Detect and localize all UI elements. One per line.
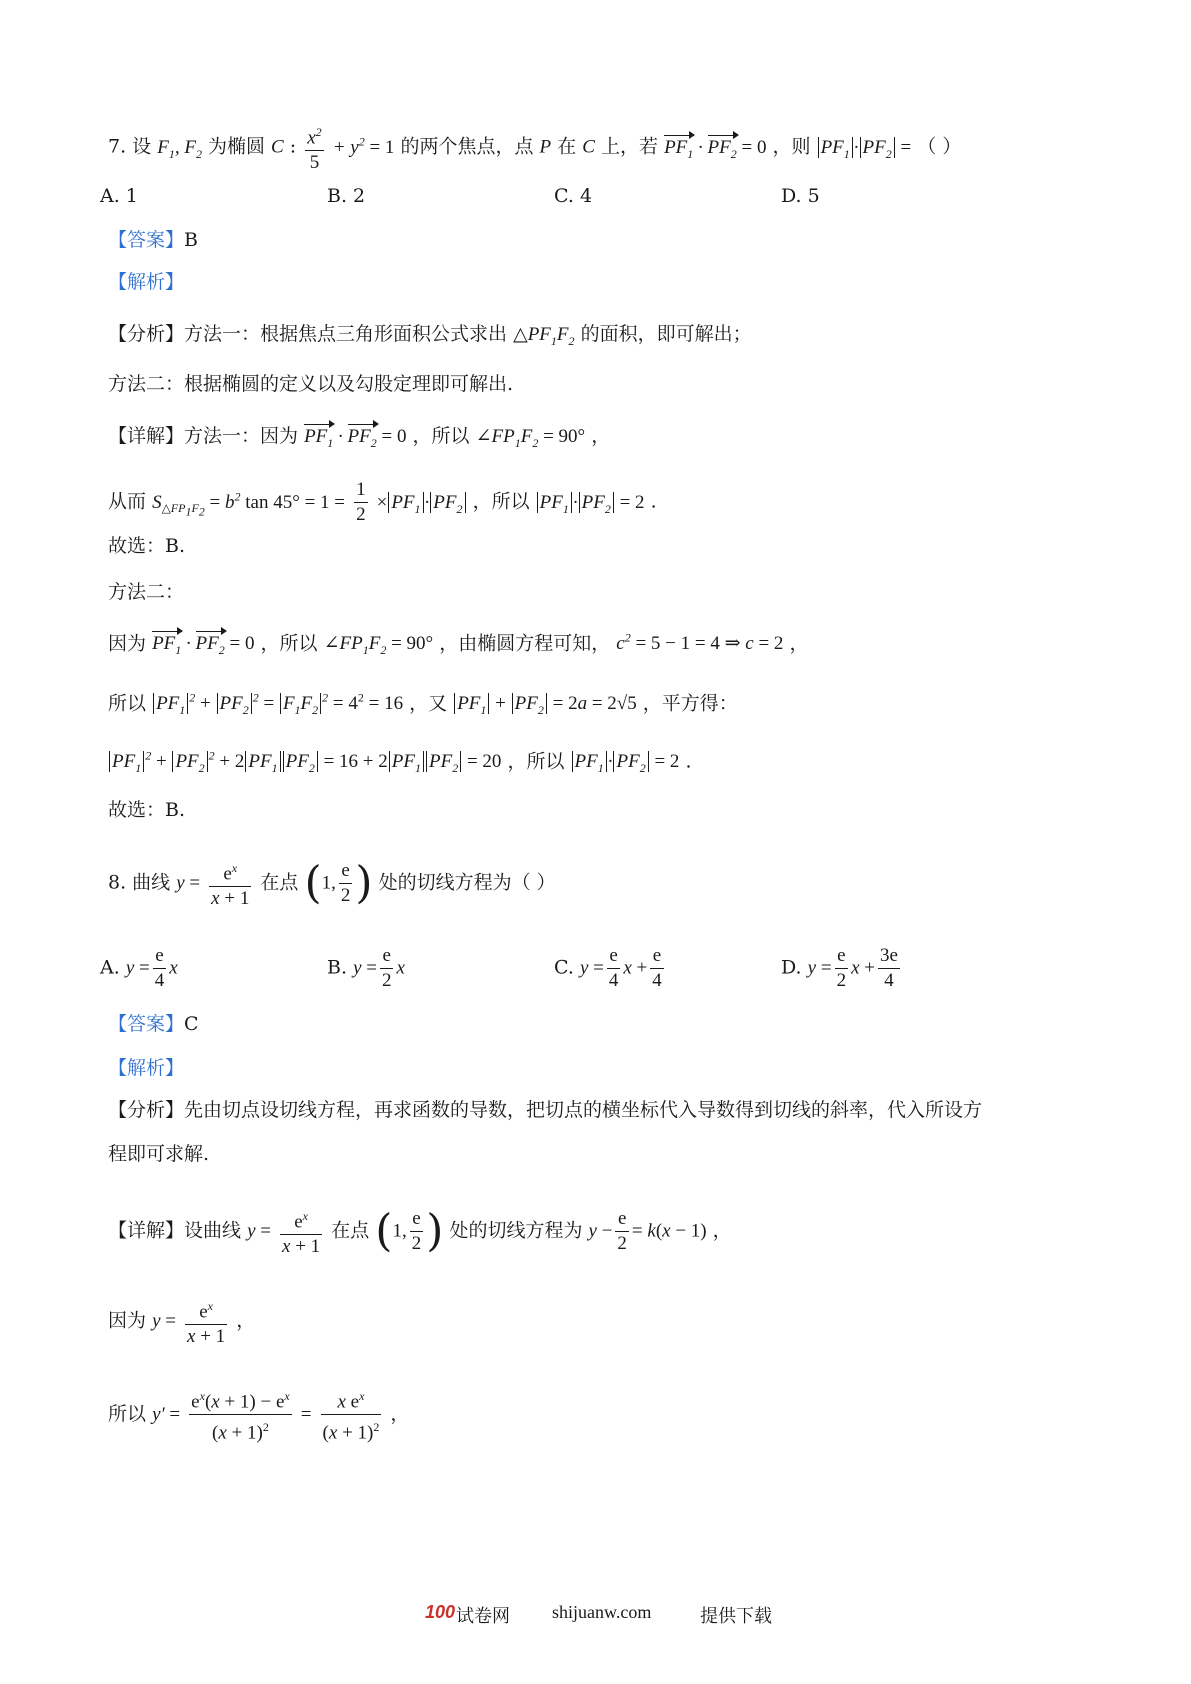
q7-choose-1: 故选：B. bbox=[108, 535, 186, 557]
q7-option-b: B. 2 bbox=[327, 185, 366, 207]
q8-option-c: C. y = $\frac{e}{4}$ x + $\frac{e}{4}$ bbox=[554, 945, 662, 991]
q8-stem: 8. 曲线 y = $\frac{e^x}{x + 1}$ 在点 (1, $\frac{e}{2}$ ) 处的切线方程为（ ） bbox=[108, 857, 556, 910]
q7-option-d: D. 5 bbox=[781, 185, 820, 207]
q7-fenxi-2: 方法二：根据椭圆的定义以及勾股定理即可解出. bbox=[108, 373, 514, 395]
q8-detail-3: 所以 y′ = $\frac{e^x(x + 1) - e^x}{(x + 1)^2}$ = $\frac{x e^x}{(x + 1)^2}$ ， bbox=[108, 1384, 409, 1446]
q7-detail-2: 从而 $S_{\triangle FP_1F_2} = b^2$ tan 45° = 1 = $\frac{1}{2}$ × $PF_1 \cdot PF_2$ ，所以 $PF_1 \cdot PF_2 = 2$ . bbox=[108, 479, 657, 525]
q8-option-d: D. y = $\frac{e}{2}$ x + $\frac{3e}{4}$ bbox=[781, 945, 898, 991]
footer-download-text: 提供下载 bbox=[700, 1606, 772, 1627]
q7-stem: 7. 设 $F_1$, $F_2$ 为椭圆 C : $\frac{x^2}{5}$ + $y^2 = 1$ 的两个焦点，点 P 在 C 上，若 $PF_1 \cdot PF_2 = 0$ ，则 $PF_1 \cdot PF_2$ = （ ） bbox=[108, 120, 961, 175]
q8-option-a: A. y = $\frac{e}{4}$ x bbox=[100, 945, 178, 991]
q8-detail-2: 因为 y = $\frac{e^x}{x + 1}$ ， bbox=[108, 1294, 255, 1349]
q7-fenxi-1: 【分析】方法一：根据焦点三角形面积公式求出 $\triangle PF_1F_2$ 的面积，即可解出； bbox=[108, 323, 752, 348]
q7-answer: 【答案】B bbox=[108, 229, 198, 251]
q7-detail-4: 所以 $PF_1^2 + PF_2^2 = F_1F_2^2 = 4^2 = 16$ ，又 $PF_1 + PF_2 = 2a = 2√5$ ，平方得： bbox=[108, 691, 738, 718]
site-logo: 100 bbox=[425, 1602, 456, 1622]
q7-detail-5: $PF_1^2 + PF_2^2 + 2$ $PF_1$ $PF_2 = 16 + 2$ $PF_1$ $PF_2 = 20$ ，所以 $PF_1 \cdot PF_2 = 2$ . bbox=[108, 742, 692, 782]
footer-site[interactable]: shijuanw.com bbox=[552, 1602, 652, 1622]
q7-option-c: C. 4 bbox=[554, 185, 593, 207]
q7-option-a: A. 1 bbox=[100, 185, 138, 207]
q7-detail-3: 因为 $PF_1 \cdot PF_2 = 0$ ，所以 $\angle FP_1F_2 = 90^\circ$ ，由椭圆方程可知， $c^2 = 5 - 1 = 4$ ⇒ c = 2 ， bbox=[108, 624, 809, 664]
footer-brand: 试卷网 bbox=[456, 1606, 510, 1627]
q8-fenxi-1: 【分析】先由切点设切线方程，再求函数的导数，把切点的横坐标代入导数得到切线的斜率，代入所设方 bbox=[108, 1099, 983, 1121]
q7-jiexi-tag: 【解析】 bbox=[108, 271, 185, 293]
q7-choose-2: 故选：B. bbox=[108, 799, 186, 821]
q8-detail-1: 【详解】设曲线 y = $\frac{e^x}{x + 1}$ 在点 (1, $\frac{e}{2}$ ) 处的切线方程为 y − $\frac{e}{2}$ = k(x − 1) ， bbox=[108, 1205, 732, 1258]
q8-answer: 【答案】C bbox=[108, 1013, 199, 1035]
q7-method2-title: 方法二： bbox=[108, 581, 185, 603]
q8-jiexi-tag: 【解析】 bbox=[108, 1057, 185, 1079]
q7-detail-1: 【详解】方法一：因为 $PF_1 \cdot PF_2 = 0$ ，所以 $\angle FP_1F_2 = 90^\circ$ ， bbox=[108, 422, 610, 457]
q8-option-b: B. y = $\frac{e}{2}$ x bbox=[327, 945, 405, 991]
q8-fenxi-2: 程即可求解. bbox=[108, 1143, 210, 1165]
